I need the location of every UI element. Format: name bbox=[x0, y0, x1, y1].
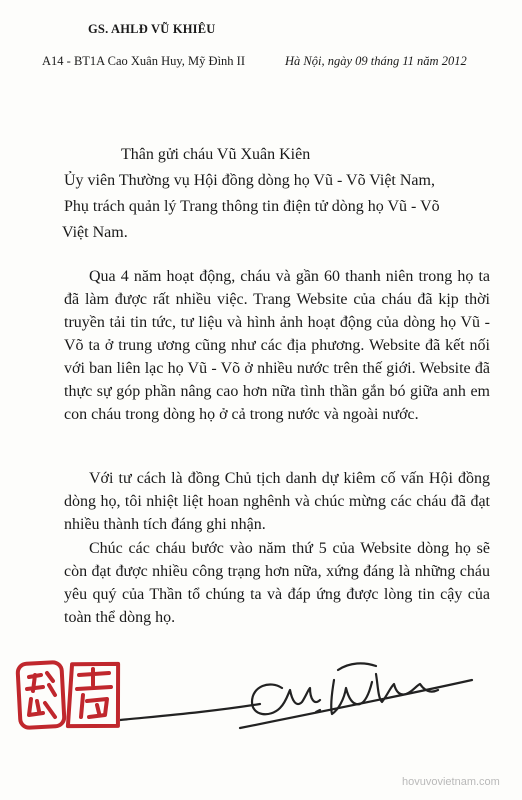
body-paragraph-2: Với tư cách là đồng Chủ tịch danh dự kiêm cố vấn Hội đồng dòng họ, tôi nhiệt liệt hoan nghênh và chúc mừng các cháu đã đạt nhiều thành tích đáng ghi nhận. bbox=[64, 470, 490, 533]
sender-name: GS. AHLĐ VŨ KHIÊU bbox=[88, 22, 216, 36]
seal-stamp-icon bbox=[13, 655, 125, 735]
recipient-role-line-1: Ủy viên Thường vụ Hội đồng dòng họ Vũ - Võ Việt Nam, bbox=[64, 172, 435, 189]
body-paragraph-1: Qua 4 năm hoạt động, cháu và gần 60 thanh niên trong họ ta đã làm được rất nhiều việc. Trang Website của cháu đã kịp thời truyền tải tin tức, tư liệu và hình ảnh hoạt động của dòng họ Vũ - Võ ta ở trung ương cũng như các địa phương. Website đã kết nối với ban liên lạc họ Vũ - Võ ở nhiều nước trên thế giới. Website đã thực sự góp phần nâng cao hơn nữa tình thần gắn bó giữa anh em con cháu trong dòng họ ở cả trong nước và ngoài nước. bbox=[64, 268, 490, 423]
body-paragraph-3: Chúc các cháu bước vào năm thứ 5 của Website dòng họ sẽ còn đạt được nhiều công trạng hơn nữa, xứng đáng là những cháu yêu quý của Thần tổ chúng ta và đáp ứng được lòng tin cậy của toàn thể dòng họ. bbox=[64, 540, 490, 626]
recipient-role-line-2: Phụ trách quản lý Trang thông tin điện tử dòng họ Vũ - Võ bbox=[64, 198, 440, 215]
place-date: Hà Nội, ngày 09 tháng 11 năm 2012 bbox=[285, 54, 467, 68]
handwritten-signature bbox=[120, 650, 480, 742]
sender-address: A14 - BT1A Cao Xuân Huy, Mỹ Đình II bbox=[42, 54, 245, 68]
watermark: hovuvovietnam.com bbox=[402, 776, 500, 788]
salutation: Thân gửi cháu Vũ Xuân Kiên bbox=[121, 146, 311, 163]
recipient-role-line-3: Việt Nam. bbox=[62, 224, 128, 241]
